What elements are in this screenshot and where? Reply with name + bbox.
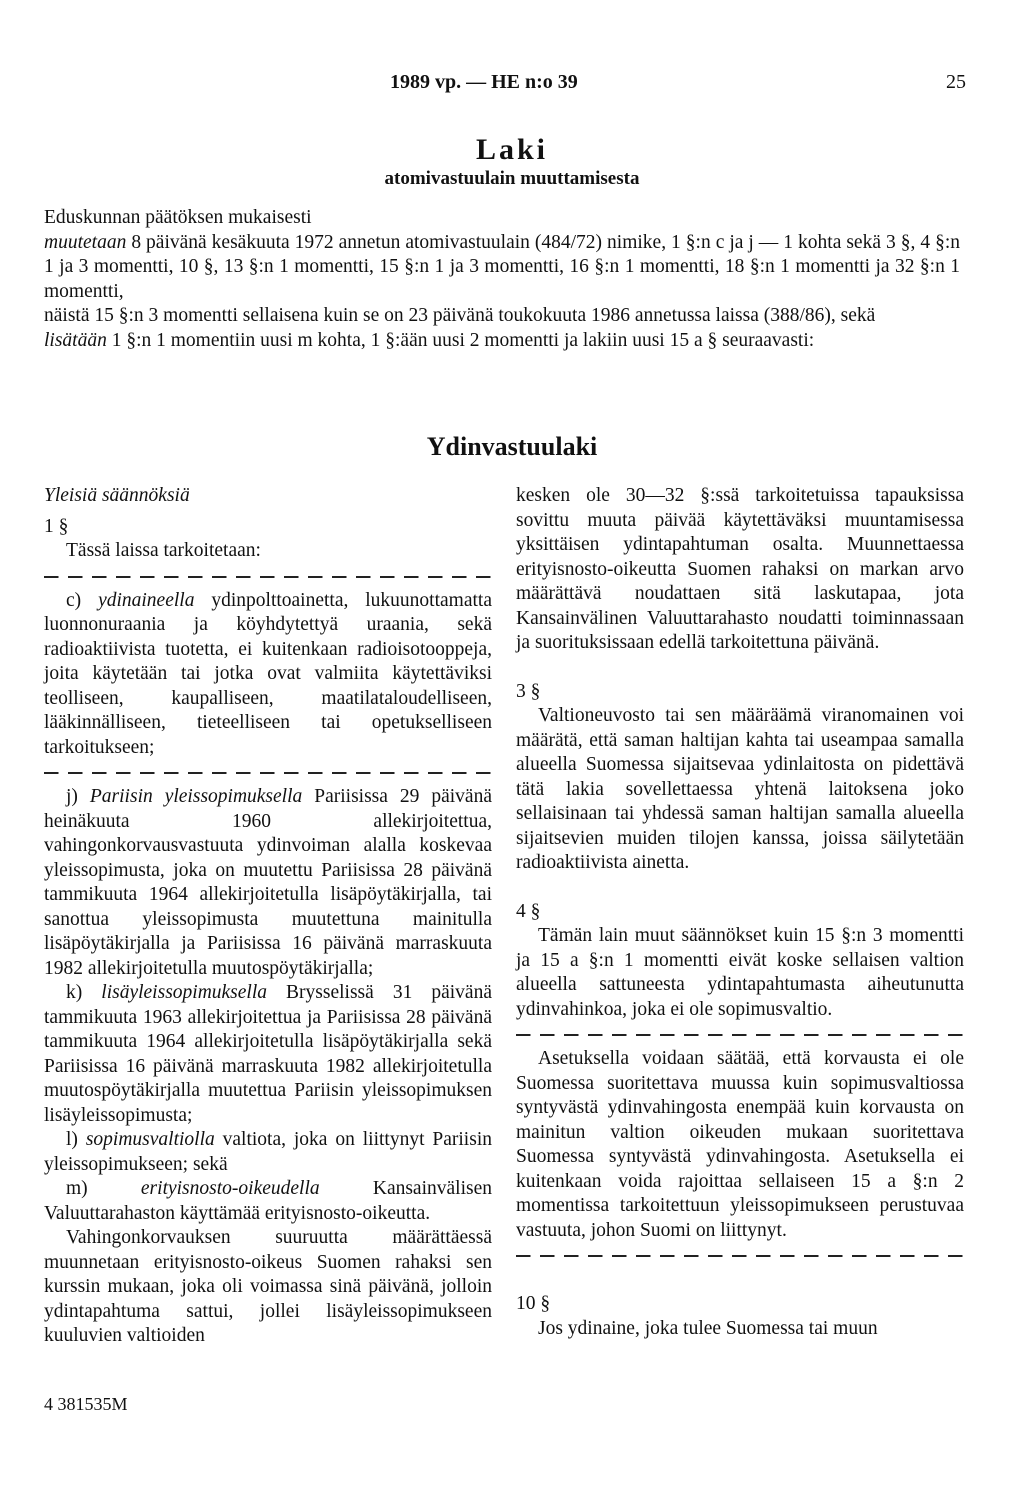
omission-divider — [516, 1034, 964, 1036]
add-paragraph — [44, 329, 960, 354]
section-4-text: Tämän lain muut säännökset kuin 15 §:n 3 momentti ja 15 a §:n 1 momentti eivät koske sellaisen valtion alueella sattuneesta ydintapahtumasta aiheutunutta ydinvahinkoa, joka ei ole sopimusvaltio. — [516, 925, 964, 1020]
definition-text: Kansainvälisen Valuuttarahaston käyttämää erityisnosto-oikeutta. — [44, 1178, 492, 1224]
act-title: Ydinvastuulaki — [426, 432, 598, 461]
law-subtitle: atomivastuulain muuttamisesta — [384, 168, 640, 189]
spacer — [516, 1268, 964, 1292]
section-10-heading: 10 § — [516, 1293, 551, 1314]
item-label: j) — [66, 786, 90, 807]
conversion-paragraph: Vahingonkorvauksen suuruutta määrättäessä muunnetaan erityisnosto-oikeus Suomen rahaksi sen kurssin mukaan, joka oli voimassa sinä päivänä, jolloin ydintapahtuma sattui, jollei lisäyleissopimukseen kuuluvien valtioiden — [44, 1227, 492, 1346]
intro-line: Eduskunnan päätöksen mukaisesti — [44, 207, 312, 228]
item-label: c) — [66, 589, 99, 611]
section-3-heading: 3 § — [516, 680, 541, 702]
definition-text: Pariisissa 29 päivänä heinäkuuta 1960 allekirjoitettua, vahingonkorvausvastuuta ydinvoiman alalla koskevaa yleissopimusta, joka on muutettu Pariisissa 28 päivänä tammikuuta 1964 allekirjoitetulla lisäpöytäkirjalla, tai sanottua yleissopimusta muutettuna mainitulla lisäpöytäkirjalla ja Pariisissa 16 päivänä marraskuuta 1982 allekirjoitetulla muutospöytäkirjalla; — [44, 786, 492, 979]
section-3-text: Valtioneuvosto tai sen määräämä viranomainen voi määrätä, että saman haltijan kahta tai useampaa samalla alueella Suomessa sijaitsevaa ydinlaitosta on pidettävä tätä lakia sovellettaessa yhtenä laitoksena joko sellaisinaan tai yhdessä saman haltijan samalla alueella sijaitsevien muiden tilojen kanssa, joissa säilytetään radioaktiivista ainetta. — [516, 705, 964, 873]
defined-term: erityisnosto-oikeudella — [140, 1178, 320, 1199]
running-header: 1989 vp. — HE n:o 39 — [390, 71, 578, 93]
definition-text: valtiota, joka on liittynyt Pariisin yleissopimukseen; sekä — [44, 1129, 492, 1175]
section-10-text: Jos ydinaine, joka tulee Suomessa tai muun — [538, 1317, 878, 1339]
definition-k — [44, 981, 492, 1128]
item-label: k) — [66, 982, 102, 1003]
spacer — [516, 876, 964, 900]
chapter-heading: Yleisiä säännöksiä — [44, 485, 190, 506]
add-keyword: lisätään — [44, 329, 107, 351]
defined-term: lisäyleissopimuksella — [101, 982, 268, 1003]
defined-term: sopimusvaltiolla — [85, 1129, 215, 1150]
defined-term: Pariisin yleissopimuksella — [89, 786, 303, 807]
section-1-intro: Tässä laissa tarkoitetaan: — [66, 540, 261, 561]
amend-text: 8 päivänä kesäkuuta 1972 annetun atomivastuulain (484/72) nimike, 1 §:n c ja j — 1 kohta sekä 3 §, 4 §:n 1 ja 3 momentti, 10 §, 13 §:n 1 momentti, 15 §:n 1 ja 3 momentti, 16 §:n 1 momentti, 18 §:n 1 momentti ja 32 §:n 1 momentti, — [44, 231, 960, 302]
amend-keyword: muutetaan — [44, 231, 127, 253]
law-title: Laki — [475, 133, 549, 166]
enactment-clause — [44, 206, 960, 353]
left-column — [44, 484, 492, 1349]
omission-divider — [44, 576, 492, 578]
section-1-heading: 1 § — [44, 515, 69, 537]
print-code: 4 381535M — [44, 1394, 128, 1414]
definition-c — [44, 589, 492, 761]
add-text: 1 §:n 1 momentiin uusi m kohta, 1 §:ään uusi 2 momentti ja lakiin uusi 15 a § seuraavasti: — [106, 329, 815, 351]
page-number: 25 — [946, 71, 966, 93]
defined-term: ydinaineella — [98, 589, 195, 611]
continued-paragraph: kesken ole 30—32 §:ssä tarkoitetuissa tapauksissa sovittu muuta päivää käytettäväksi muuntamisessa yksittäisen ydintapahtuman osalta. Muunnettaessa erityisnosto-oikeutta Suomen rahaksi on markan arvo määrättävä noudattaen sitä laskutapaa, jota Kansainvälinen Valuuttarahasto noudatti toiminnassaan ja suorituksissaan edellä tarkoitettuna päivänä. — [516, 485, 964, 653]
spacer — [516, 656, 964, 680]
definition-m — [44, 1177, 492, 1226]
definition-text: Brysselissä 31 päivänä tammikuuta 1963 allekirjoitettua ja Pariisissa 28 päivänä tammikuuta 1964 allekirjoitetulla lisäpöytäkirjalla sekä Pariisissa 16 päivänä marraskuuta 1982 allekirjoitetulla muutospöytäkirjalla muutettua Pariisin yleissopimuksen lisäyleissopimusta; — [44, 982, 492, 1126]
omission-divider — [516, 1255, 964, 1257]
repeal-paragraph: näistä 15 §:n 3 momentti sellaisena kuin se on 23 päivänä toukokuuta 1986 annetussa laissa (388/86), sekä — [44, 305, 876, 326]
item-label: l) — [66, 1129, 86, 1150]
definition-l — [44, 1128, 492, 1177]
item-label: m) — [66, 1178, 141, 1199]
section-4-heading: 4 § — [516, 900, 541, 922]
omission-divider — [44, 772, 492, 774]
amend-paragraph — [44, 231, 960, 305]
right-column — [516, 484, 964, 1341]
definition-text: ydinpolttoainetta, lukuunottamatta luonnonuraania ja köyhdytettyä uraania, sekä radioaktiivista tuotetta, ei kuitenkaan radioisotooppeja, joita käytetään tai jotka ovat valmiita käytettäviksi teolliseen, kaupalliseen, maatilataloudelliseen, lääkinnälliseen, tieteelliseen tai opetukselliseen tarkoitukseen; — [44, 589, 492, 758]
definition-j — [44, 785, 492, 981]
section-4-decree-text: Asetuksella voidaan säätää, että korvausta ei ole Suomessa suoritettava muussa kuin sopimusvaltiossa syntyvästä ydinvahingosta enempää kuin korvausta on mainitun valtion oikeuden mukaan suoritettava Suomessa syntyvästä ydinvahingosta. Asetuksella ei kuitenkaan voida rajoittaa sellaiseen 15 a §:n 2 momentissa tarkoitettuun yleissopimukseen perustuvaa vastuuta, johon Suomi on liittynyt. — [516, 1048, 964, 1241]
